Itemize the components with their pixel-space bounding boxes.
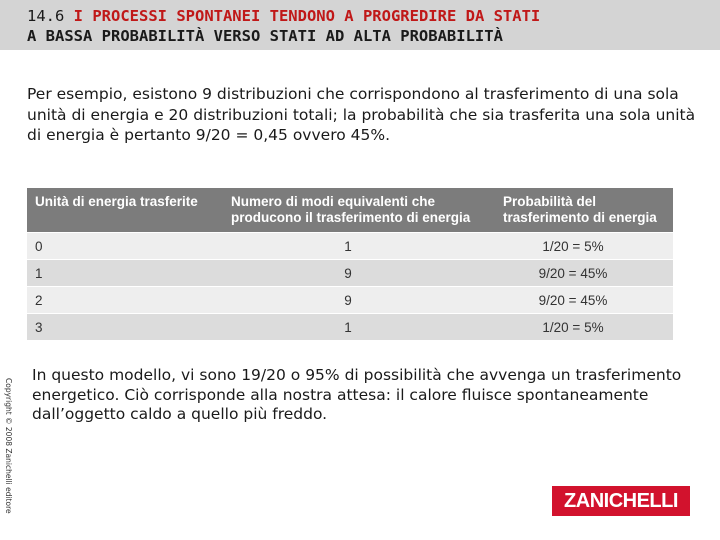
cell-units: 2 (27, 287, 223, 314)
cell-ways: 1 (223, 233, 495, 260)
column-header-probability: Probabilità del trasferimento di energia (495, 188, 673, 233)
energy-transfer-table (27, 188, 673, 340)
cell-ways: 1 (223, 314, 495, 341)
cell-probability: 1/20 = 5% (495, 233, 673, 260)
cell-units: 3 (27, 314, 223, 341)
cell-ways: 9 (223, 260, 495, 287)
table-row (27, 287, 673, 314)
section-number: 14.6 (27, 7, 74, 25)
publisher-logo: ZANICHELLI (552, 486, 690, 516)
column-header-ways: Numero di modi equivalenti che producono il trasferimento di energia (223, 188, 495, 233)
cell-ways: 9 (223, 287, 495, 314)
table-header-row (27, 188, 673, 233)
cell-units: 1 (27, 260, 223, 287)
title-bar (0, 0, 720, 50)
title-line-2: A BASSA PROBABILITÀ VERSO STATI AD ALTA PROBABILITÀ (27, 27, 503, 45)
cell-probability: 9/20 = 45% (495, 260, 673, 287)
slide-title (27, 6, 707, 46)
cell-probability: 9/20 = 45% (495, 287, 673, 314)
conclusion-paragraph: In questo modello, vi sono 19/20 o 95% di possibilità che avvenga un trasferimento energetico. Ciò corrisponde alla nostra attesa: il calore fluisce spontaneamente dall’oggetto caldo a quello più freddo. (32, 366, 682, 423)
column-header-units: Unità di energia trasferite (27, 188, 223, 233)
cell-probability: 1/20 = 5% (495, 314, 673, 341)
intro-paragraph: Per esempio, esistono 9 distribuzioni che corrispondono al trasferimento di una sola unità di energia e 20 distribuzioni totali; la probabilità che sia trasferita una sola unità di energia è pertanto 9/20 = 0,45 ovvero 45%. (27, 85, 696, 144)
cell-units: 0 (27, 233, 223, 260)
table-row (27, 314, 673, 341)
copyright-notice: Copyright © 2008 Zanichelli editore (4, 378, 13, 514)
table-row (27, 260, 673, 287)
title-line-1: I PROCESSI SPONTANEI TENDONO A PROGREDIRE DA STATI (73, 7, 541, 25)
table-row (27, 233, 673, 260)
